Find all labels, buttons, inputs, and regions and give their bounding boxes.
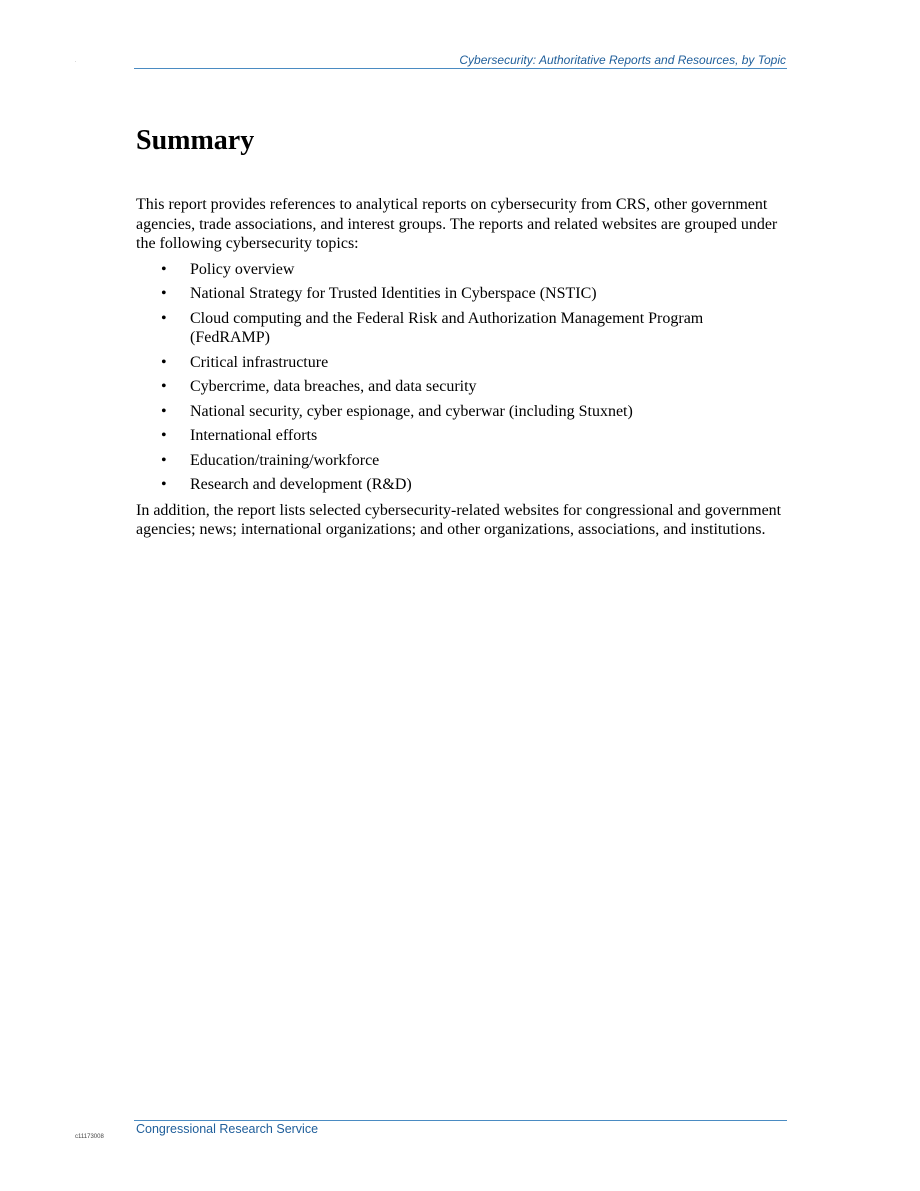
footer-rule <box>134 1120 787 1121</box>
list-item <box>136 309 750 348</box>
document-code: c11173008 <box>75 1134 104 1140</box>
bullet-icon: • <box>161 353 167 371</box>
list-item-text: Education/training/workforce <box>190 451 380 469</box>
list-item <box>136 402 750 422</box>
topic-list <box>136 260 796 495</box>
bullet-icon: • <box>161 402 167 420</box>
header-rule <box>134 68 787 69</box>
list-item-text: Cloud computing and the Federal Risk and Authorization Management Program (FedRAMP) <box>190 309 704 346</box>
bullet-icon: • <box>161 378 167 395</box>
list-item <box>136 284 750 304</box>
corner-mark: . <box>75 58 77 64</box>
running-header: Cybersecurity: Authoritative Reports and Resources, by Topic <box>459 53 786 67</box>
list-item <box>136 475 750 495</box>
list-item-text: Policy overview <box>190 260 295 278</box>
bullet-icon: • <box>161 285 167 302</box>
list-item-text: Critical infrastructure <box>190 353 329 371</box>
bullet-icon: • <box>161 451 167 469</box>
bullet-icon: • <box>161 427 167 444</box>
footer-organization: Congressional Research Service <box>136 1122 319 1136</box>
list-item <box>136 377 750 397</box>
list-item-text: Cybercrime, data breaches, and data security <box>190 378 477 395</box>
list-item-text: Research and development (R&D) <box>190 476 412 493</box>
bullet-icon: • <box>161 260 167 278</box>
list-item <box>136 426 750 446</box>
list-item-text: National security, cyber espionage, and cyberwar (including Stuxnet) <box>190 402 633 420</box>
closing-paragraph: In addition, the report lists selected cybersecurity-related websites for congressional and government agencies; news; international organizations; and other organizations, associations, and institutions. <box>136 501 782 538</box>
list-item <box>136 353 750 373</box>
list-item-text: National Strategy for Trusted Identities in Cyberspace (NSTIC) <box>190 285 597 302</box>
summary-body <box>136 195 796 540</box>
bullet-icon: • <box>161 309 167 327</box>
list-item <box>136 260 750 280</box>
bullet-icon: • <box>161 476 167 493</box>
intro-paragraph: This report provides references to analytical reports on cybersecurity from CRS, other government agencies, trade associations, and interest groups. The reports and related websites are grouped under the following cybersecurity topics: <box>136 196 778 252</box>
list-item <box>136 451 750 471</box>
section-title: Summary <box>136 125 255 156</box>
list-item-text: International efforts <box>190 427 318 444</box>
